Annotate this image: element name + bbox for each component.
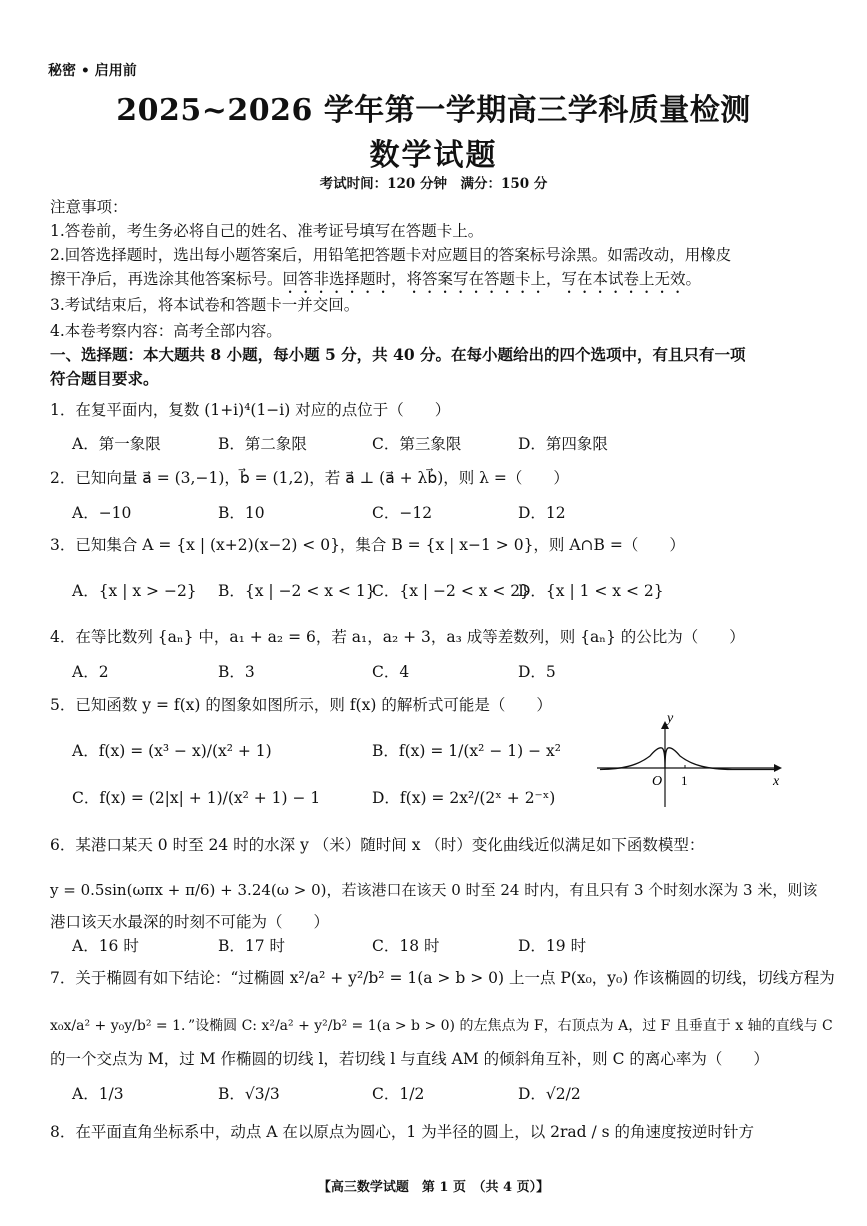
q7-option-d: D．√2/2 [518, 1085, 581, 1103]
q3-option-c: C．{x | −2 < x < 2} [372, 582, 531, 600]
tick-one-label: 1 [681, 773, 688, 788]
q4-option-b: B．3 [218, 663, 255, 681]
q2-stem: 2．已知向量 a⃗ = (3,−1)，b⃗ = (1,2)，若 a⃗ ⊥ (a⃗ + λb⃗)，则 λ =（ ） [50, 469, 569, 487]
q3-option-a: A．{x | x > −2} [72, 582, 197, 600]
note-2b [50, 269, 701, 297]
notes-heading: 注意事项： [50, 198, 128, 216]
q6-option-d: D．19 时 [518, 937, 587, 955]
note-2a: 2.回答选择题时，选出每小题答案后，用铅笔把答题卡对应题目的答案标号涂黑。如需改动，用橡皮 [50, 246, 732, 264]
q7-line-2: x₀x/a² + y₀y/b² = 1．”设椭圆 C: x²/a² + y²/b² = 1(a > b > 0) 的左焦点为 F，右顶点为 A，过 F 且垂直于 x 轴的直线与 C [50, 1018, 833, 1034]
q2-option-c: C．−12 [372, 504, 433, 522]
q5-option-c: C．f(x) = (2|x| + 1)/(x² + 1) − 1 [72, 789, 321, 807]
q1-option-c: C．第三象限 [372, 435, 462, 453]
q4-option-c: C．4 [372, 663, 410, 681]
q6-option-a: A．16 时 [72, 937, 139, 955]
confidential-mark: 秘密 • 启用前 [48, 63, 137, 79]
function-curve [600, 748, 778, 770]
note-2b-dotted: 回答非选择题时，将答案写在答题卡上，写在本试卷上无效。 [282, 270, 702, 288]
page-footer: 【高三数学试题 第 1 页 （共 4 页）】 [317, 1180, 550, 1195]
section-1-heading-cont: 符合题目要求。 [50, 369, 159, 388]
q1-option-a: A．第一象限 [72, 435, 161, 453]
y-axis-label: y [667, 712, 674, 726]
q1-option-d: D．第四象限 [518, 435, 608, 453]
note-1: 1.答卷前，考生务必将自己的姓名、准考证号填写在答题卡上。 [50, 222, 484, 240]
q1-option-b: B．第二象限 [218, 435, 307, 453]
q5-function-graph [592, 712, 792, 812]
q3-option-b: B．{x | −2 < x < 1} [218, 582, 376, 600]
q6-line-2: y = 0.5sin(ωπx + π/6) + 3.24(ω > 0)，若该港口在该天 0 时至 24 时内，有且只有 3 个时刻水深为 3 米，则该 [50, 881, 818, 899]
note-3: 3.考试结束后，将本试卷和答题卡一并交回。 [50, 296, 360, 314]
section-1-heading: 一、选择题：本大题共 8 小题，每小题 5 分，共 40 分。在每小题给出的四个选项中，有且只有一项 [50, 345, 746, 364]
exam-title: 2025~2026 学年第一学期高三学科质量检测 [116, 93, 751, 128]
q7-line-3: 的一个交点为 M，过 M 作椭圆的切线 l，若切线 l 与直线 AM 的倾斜角互补，则 C 的离心率为（ ） [50, 1050, 769, 1068]
q1-stem: 1．在复平面内，复数 (1+i)⁴(1−i) 对应的点位于（ ） [50, 401, 451, 419]
q6-line-1: 6．某港口某天 0 时至 24 时的水深 y （米）随时间 x （时）变化曲线近似满足如下函数模型： [50, 836, 705, 854]
q5-stem: 5．已知函数 y = f(x) 的图象如图所示，则 f(x) 的解析式可能是（ ） [50, 696, 552, 714]
q4-option-a: A．2 [72, 663, 109, 681]
q7-option-c: C．1/2 [372, 1085, 425, 1103]
q5-option-b: B．f(x) = 1/(x² − 1) − x² [372, 742, 561, 760]
q6-option-c: C．18 时 [372, 937, 440, 955]
q7-line-1: 7．关于椭圆有如下结论：“过椭圆 x²/a² + y²/b² = 1(a > b > 0) 上一点 P(x₀，y₀) 作该椭圆的切线，切线方程为 [50, 969, 835, 987]
q6-option-b: B．17 时 [218, 937, 286, 955]
note-4: 4.本卷考察内容：高考全部内容。 [50, 322, 282, 340]
exam-meta: 考试时间：120 分钟 满分：150 分 [319, 176, 548, 192]
q5-option-d: D．f(x) = 2x²/(2ˣ + 2⁻ˣ) [372, 789, 556, 807]
q2-option-a: A．−10 [72, 504, 132, 522]
q5-option-a: A．f(x) = (x³ − x)/(x² + 1) [72, 742, 272, 760]
q3-option-d: D．{x | 1 < x < 2} [518, 582, 664, 600]
q4-stem: 4．在等比数列 {aₙ} 中，a₁ + a₂ = 6，若 a₁，a₂ + 3，a₃ 成等差数列，则 {aₙ} 的公比为（ ） [50, 628, 745, 646]
note-2b-plain: 擦干净后，再选涂其他答案标号。 [50, 270, 283, 288]
exam-subject: 数学试题 [369, 138, 498, 173]
x-axis-arrow [774, 764, 782, 772]
x-axis-label: x [773, 774, 780, 789]
q7-option-a: A．1/3 [72, 1085, 124, 1103]
q2-option-d: D．12 [518, 504, 566, 522]
q3-stem: 3．已知集合 A = {x | (x+2)(x−2) < 0}，集合 B = {x | x−1 > 0}，则 A∩B =（ ） [50, 536, 685, 554]
q4-option-d: D．5 [518, 663, 556, 681]
q2-option-b: B．10 [218, 504, 265, 522]
q6-line-3: 港口该天水最深的时刻不可能为（ ） [50, 913, 330, 931]
q7-option-b: B．√3/3 [218, 1085, 280, 1103]
q8-line-1: 8．在平面直角坐标系中，动点 A 在以原点为圆心，1 为半径的圆上，以 2rad / s 的角速度按逆时针方 [50, 1123, 755, 1141]
origin-label: O [652, 774, 663, 789]
